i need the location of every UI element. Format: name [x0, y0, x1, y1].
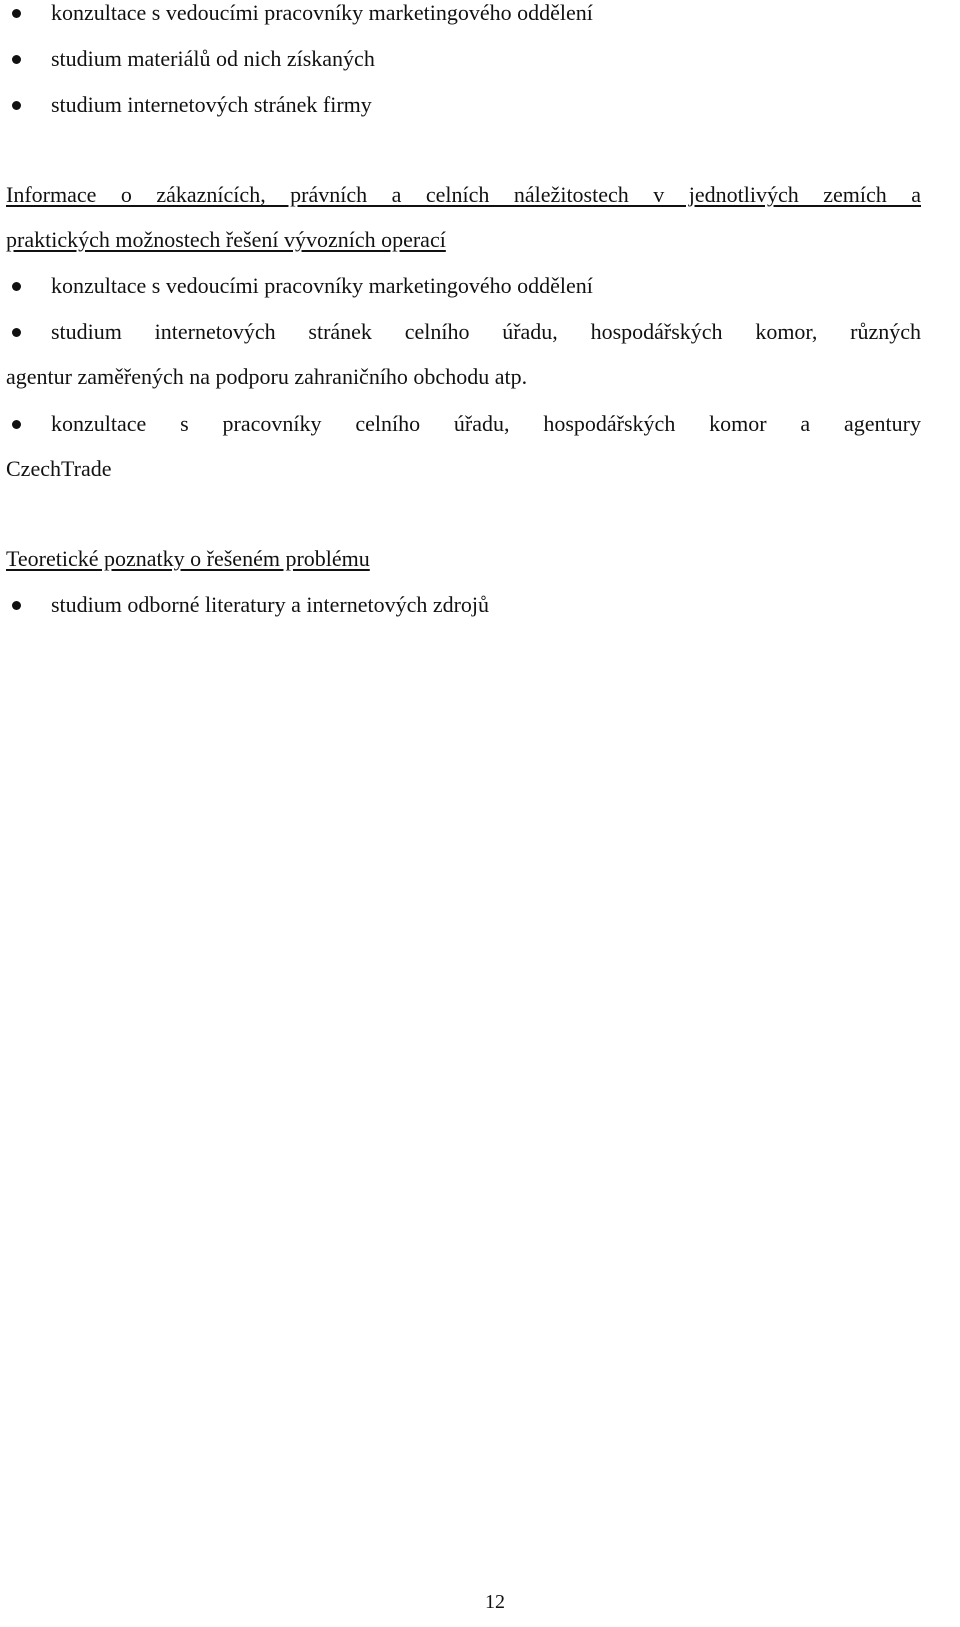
section-heading-text: Informace o zákaznících, právních a celních náležitostech v jednotlivých zemích a — [6, 182, 921, 207]
page-number: 12 — [485, 1591, 505, 1613]
list-item-text: konzultace s pracovníky celního úřadu, hospodářských komor a agentury — [51, 411, 921, 436]
bullet-icon — [12, 420, 21, 429]
list-item-text: konzultace s vedoucími pracovníky marketingového oddělení — [51, 0, 593, 25]
list-item-text: studium internetových stránek celního úřadu, hospodářských komor, různých — [51, 319, 921, 344]
bullet-icon — [12, 601, 21, 610]
list-item-continuation: CzechTrade — [6, 456, 112, 481]
list-item-text: studium odborné literatury a internetových zdrojů — [51, 592, 490, 617]
bullet-icon — [12, 282, 21, 291]
bullet-icon — [12, 9, 21, 18]
list-item-text: studium internetových stránek firmy — [51, 92, 372, 117]
list-item-text: studium materiálů od nich získaných — [51, 46, 375, 71]
section-heading-line-2: praktických možnostech řešení vývozních operací — [6, 227, 446, 252]
bullet-icon — [12, 101, 21, 110]
list-item-text: konzultace s vedoucími pracovníky marketingového oddělení — [51, 273, 593, 298]
section-heading: Teoretické poznatky o řešeném problému — [6, 546, 370, 571]
section-heading-line-1 — [6, 182, 921, 208]
bullet-icon — [12, 55, 21, 64]
bullet-icon — [12, 328, 21, 337]
list-item-continuation: agentur zaměřených na podporu zahraničního obchodu atp. — [6, 364, 528, 389]
